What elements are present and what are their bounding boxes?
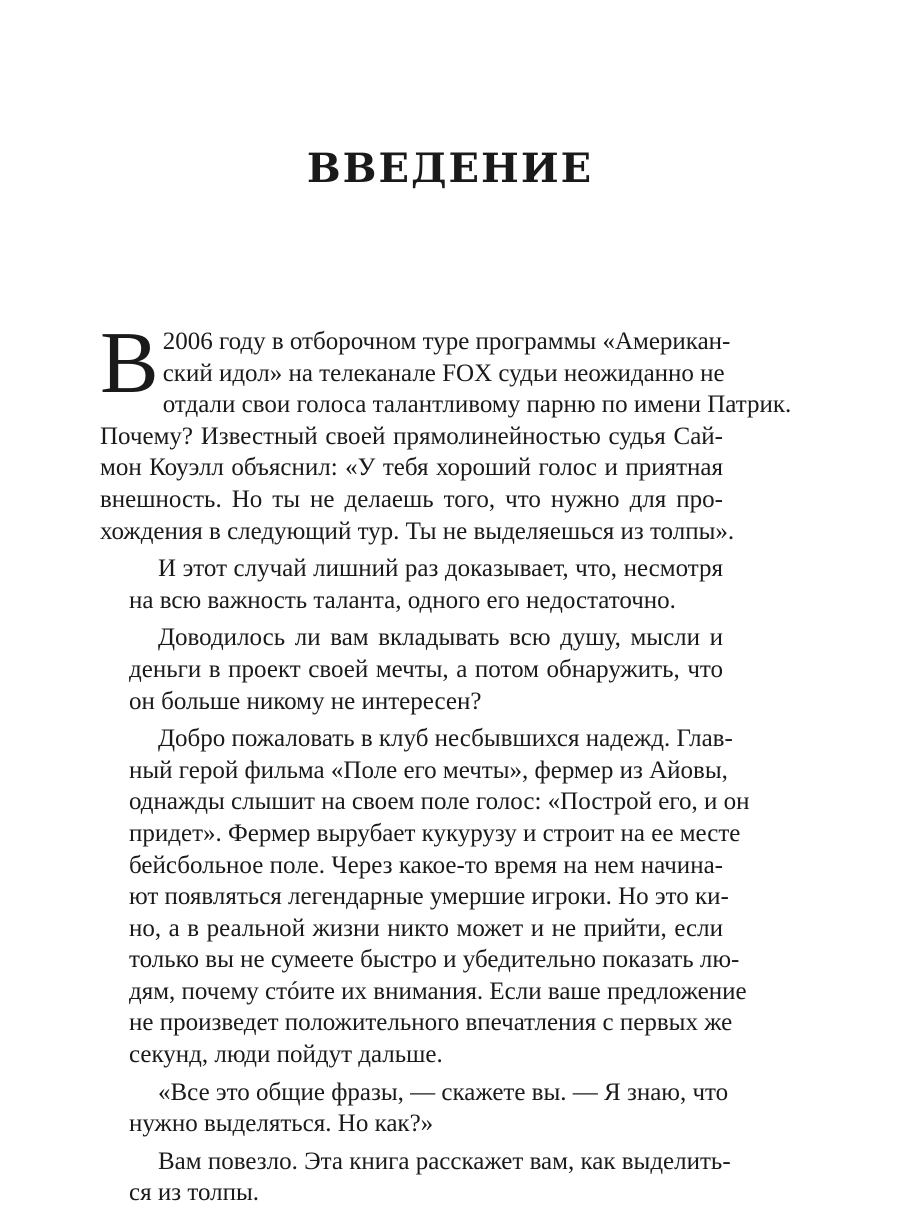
body-text (100, 315, 792, 1215)
text-line: ют появляться легендарные умершие игроки. Но это ки- (129, 883, 729, 911)
text-line: «Все это общие фразы, — скажете вы. — Я знаю, что (158, 1078, 729, 1106)
text-line: хождения в следующий тур. Ты не выделяешься из толпы». (100, 517, 735, 545)
text-line: Добро пожаловать в клуб несбывшихся надежд. Глав- (158, 725, 733, 753)
text-line: однажды слышит на своем поле голос: «Построй его, и он (129, 788, 750, 816)
paragraph-2 (100, 553, 723, 616)
paragraph-5 (100, 1077, 729, 1140)
text-line: 2006 году в отборочном туре программы «Американ- (162, 328, 731, 355)
text-line: Доводилось ли вам вкладывать всю душу, мысли и (158, 624, 723, 652)
text-line: внешность. Но ты не делаешь того, что нужно для про- (100, 485, 723, 513)
text-line: Почему? Известный своей прямолинейностью судья Сай- (100, 422, 723, 450)
paragraph-4 (100, 723, 750, 1071)
text-line: мон Коуэлл объяснил: «У тебя хороший голос и приятная (100, 454, 723, 482)
text-line: Вам повезло. Эта книга расскажет вам, как выделить- (158, 1147, 731, 1175)
paragraph-3 (100, 622, 723, 717)
text-line: нужно выделяться. Но как?» (129, 1110, 434, 1138)
text-line: бейсбольное поле. Через какое-то время на нем начина- (129, 851, 723, 879)
text-line: придет». Фермер вырубает кукурузу и строит на ее месте (129, 819, 741, 847)
text-line: он больше никому не интересен? (129, 687, 482, 715)
text-line: секунд, люди пойдут дальше. (129, 1041, 443, 1069)
text-line: но, а в реальной жизни никто может и не прийти, если (129, 914, 723, 942)
text-line: только вы не сумеете быстро и убедительно показать лю- (129, 946, 740, 974)
text-line: ся из толпы. (129, 1179, 260, 1207)
drop-cap-letter: В (100, 315, 159, 412)
text-line: отдали свои голоса талантливому парню по имени Патрик. (162, 391, 792, 419)
chapter-title: ВВЕДЕНИЕ (306, 145, 594, 192)
text-line: дям, почему стóите их внимания. Если ваше предложение (129, 977, 747, 1005)
text-line: не произведет положительного впечатления с первых же (129, 1009, 733, 1037)
paragraph-1 (100, 315, 792, 547)
text-line: деньги в проект своей мечты, а потом обнаружить, что (129, 655, 723, 683)
text-line: И этот случай лишний раз доказывает, что, несмотря (158, 555, 723, 583)
text-line: ский идол» на телеканале FOX судьи неожиданно не (162, 359, 725, 387)
text-line: на всю важность таланта, одного его недостаточно. (129, 586, 676, 614)
text-line: ный герой фильма «Поле его мечты», фермер из Айовы, (129, 756, 728, 784)
